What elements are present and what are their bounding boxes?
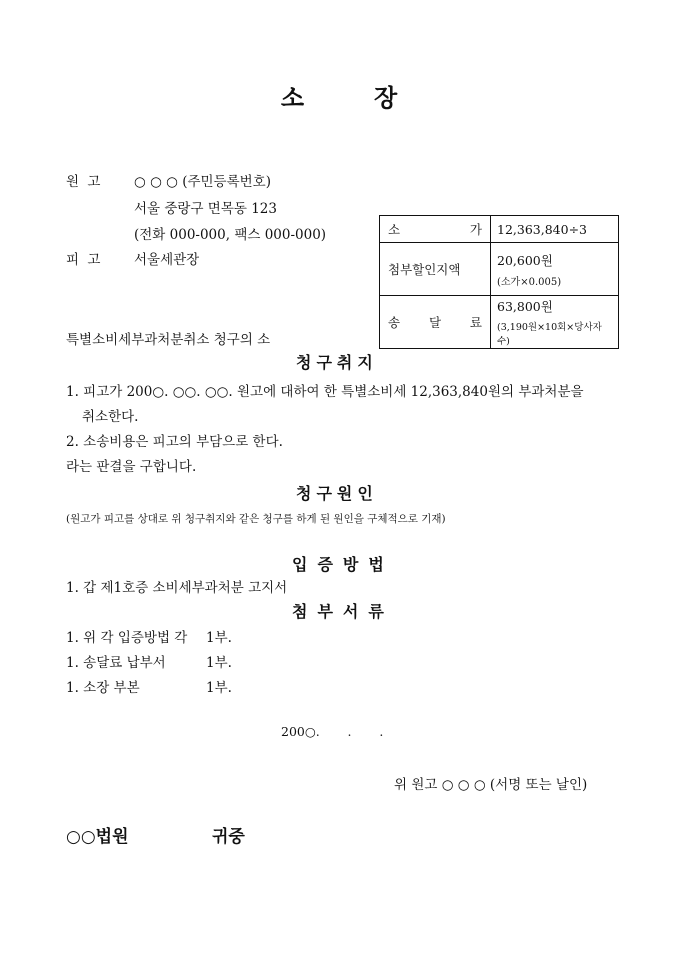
document-title-char-1: 소 xyxy=(280,83,306,112)
attachment-item: 1. 소장 부본 xyxy=(66,680,140,696)
attachment-item: 1. 송달료 납부서 xyxy=(66,655,166,671)
claim-cause-note: (원고가 피고를 상대로 위 청구취지와 같은 청구를 하게 된 원인을 구체적으로 기재) xyxy=(66,513,446,525)
fee-note: (3,190원×10회×당사자수) xyxy=(497,322,602,347)
attachment-qty: 1부. xyxy=(206,655,232,671)
fee-label: 소 가 xyxy=(380,216,491,243)
fee-value: 20,600원 (소가×0.005) xyxy=(491,243,619,296)
fee-label: 첨부할인지액 xyxy=(380,243,491,296)
claim-purpose-item: 취소한다. xyxy=(82,409,139,425)
document-title-char-2: 장 xyxy=(374,83,400,112)
fee-table xyxy=(379,215,619,349)
fee-row-service xyxy=(380,296,619,349)
signature-line: 위 원고 ○ ○ ○ (서명 또는 날인) xyxy=(394,777,588,793)
fee-note: (소가×0.005) xyxy=(497,276,562,288)
document-title xyxy=(0,78,680,113)
claim-cause-heading: 청구원인 xyxy=(296,484,378,503)
court-name: ○○법원 xyxy=(66,827,129,847)
attachment-qty: 1부. xyxy=(206,680,232,696)
fee-row-stamp xyxy=(380,243,619,296)
evidence-item: 1. 갑 제1호증 소비세부과처분 고지서 xyxy=(66,580,288,596)
date-line: 200○. . . xyxy=(281,724,384,739)
plaintiff-label: 원 고 xyxy=(66,174,103,190)
fee-label: 송 달 료 xyxy=(380,296,491,349)
attachment-qty: 1부. xyxy=(206,630,232,646)
claim-purpose-conclusion: 라는 판결을 구합니다. xyxy=(66,459,197,475)
fee-value: 12,363,840÷3 xyxy=(491,216,619,243)
defendant-name: 서울세관장 xyxy=(134,252,200,268)
defendant-label: 피 고 xyxy=(66,252,103,268)
attachment-item: 1. 위 각 입증방법 각 xyxy=(66,630,188,646)
plaintiff-name: ○ ○ ○ (주민등록번호) xyxy=(134,174,271,190)
claim-purpose-item: 2. 소송비용은 피고의 부담으로 한다. xyxy=(66,434,283,450)
plaintiff-contact: (전화 000-000, 팩스 000-000) xyxy=(134,227,327,243)
evidence-heading: 입증방법 xyxy=(292,555,394,574)
case-name: 특별소비세부과처분취소 청구의 소 xyxy=(66,332,271,348)
claim-purpose-item: 1. 피고가 200○. ○○. ○○. 원고에 대하여 한 특별소비세 12,363,840원의 부과처분을 xyxy=(66,384,584,400)
court-suffix: 귀중 xyxy=(212,827,245,847)
fee-value: 63,800원 (3,190원×10회×당사자수) xyxy=(491,296,619,349)
attachments-heading: 첨부서류 xyxy=(292,602,394,621)
fee-row-claim-value xyxy=(380,216,619,243)
claim-purpose-heading: 청구취지 xyxy=(296,353,378,372)
plaintiff-address: 서울 중랑구 면목동 123 xyxy=(134,201,277,217)
